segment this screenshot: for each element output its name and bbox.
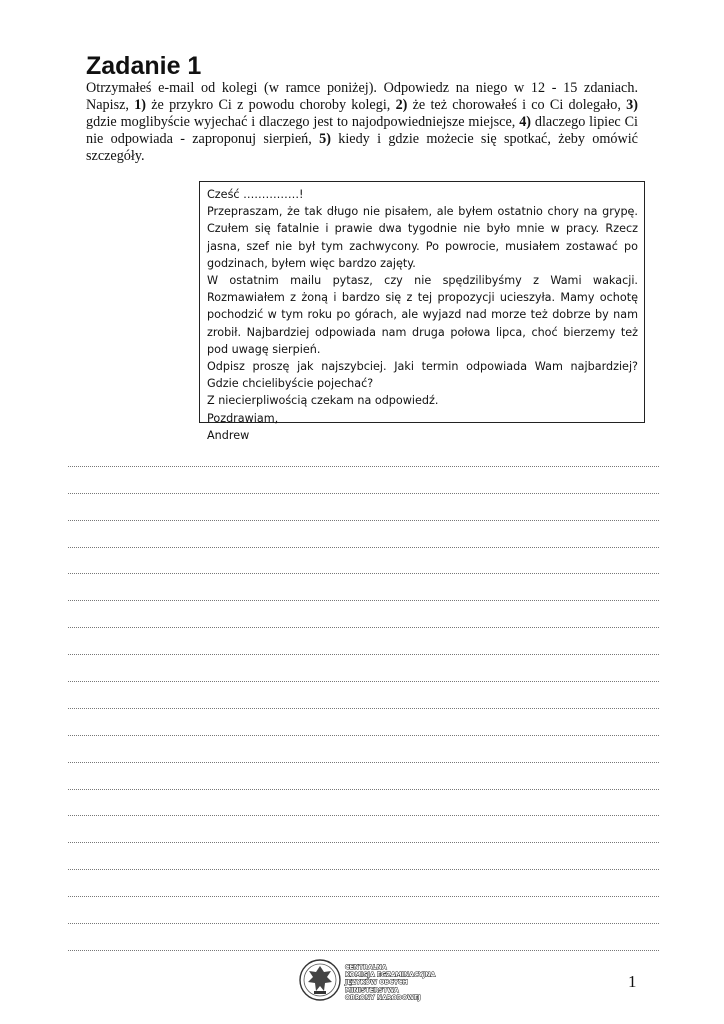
point-2-text: że też chorowałeś i co Ci dolegało, — [407, 97, 627, 113]
answer-writing-area[interactable] — [68, 440, 659, 951]
footer-logo — [298, 958, 436, 1004]
answer-line[interactable] — [68, 548, 659, 575]
answer-line[interactable] — [68, 763, 659, 790]
answer-line[interactable] — [68, 440, 659, 467]
answer-line[interactable] — [68, 494, 659, 521]
instruction-intro: Otrzymałeś e-mail od kolegi (w ramce poniżej). Odpowiedz na niego w 12 - 15 zdaniach. Napisz, — [86, 80, 638, 113]
email-signature: Andrew — [207, 428, 250, 442]
logo-text-line: OBRONY NARODOWEJ — [345, 994, 421, 1002]
task-title: Zadanie 1 — [86, 52, 202, 80]
cke-eagle-logo-icon — [298, 958, 436, 1004]
answer-line[interactable] — [68, 870, 659, 897]
answer-line[interactable] — [68, 736, 659, 763]
email-paragraph: Z niecierpliwością czekam na odpowiedź. — [207, 394, 439, 408]
answer-line[interactable] — [68, 574, 659, 601]
point-2-number: 2) — [395, 97, 408, 113]
answer-line[interactable] — [68, 790, 659, 817]
answer-line[interactable] — [68, 521, 659, 548]
answer-line[interactable] — [68, 682, 659, 709]
answer-line[interactable] — [68, 601, 659, 628]
email-paragraph: Przepraszam, że tak długo nie pisałem, ale byłem ostatnio chory na grypę. Czułem się fatalnie i prawie dwa tygodnie nie było mnie w pracy. Rzecz jasna, szef nie był tym zachwycony. Po powrocie, musiałem zostawać po godzinach, byłem więc bardzo zajęty. — [207, 205, 638, 270]
point-4-number: 4) — [519, 114, 532, 130]
point-5-text: kiedy i gdzie możecie się spotkać, żeby omówić szczegóły. — [86, 131, 638, 164]
answer-line[interactable] — [68, 924, 659, 951]
point-5-number: 5) — [319, 131, 331, 147]
answer-line[interactable] — [68, 843, 659, 870]
email-paragraph: W ostatnim mailu pytasz, czy nie spędzilibyśmy z Wami wakacji. Rozmawiałem z żoną i bardzo się z tej propozycji ucieszyła. Mamy ochotę pochodzić w tym roku po górach, ale wyjazd nad morze też dobrze by nam zrobił. Najbardziej odpowiada nam druga połowa lipca, choć bierzemy też pod uwagę sierpień. — [207, 274, 638, 356]
point-3-text: gdzie moglibyście wyjechać i dlaczego jest to najodpowiedniejsze miejsce, — [86, 114, 520, 130]
answer-line[interactable] — [68, 897, 659, 924]
email-box — [199, 181, 645, 442]
answer-line[interactable] — [68, 628, 659, 655]
answer-line[interactable] — [68, 816, 659, 843]
task-instruction — [86, 80, 638, 165]
point-1-number: 1) — [134, 97, 147, 113]
logo-text-line: KOMISJA EGZAMINACYJNA — [345, 971, 436, 979]
logo-text-line: MINISTERSTWA — [345, 986, 399, 994]
logo-text-line: JĘZYKÓW OBCYCH — [345, 979, 408, 987]
point-4-text: dlaczego lipiec Ci nie odpowiada - zaproponuj sierpień, — [86, 114, 638, 147]
email-paragraph: Odpisz proszę jak najszybciej. Jaki termin odpowiada Wam najbardziej? Gdzie chcielibyście pojechać? — [207, 360, 638, 391]
logo-text-line: CENTRALNA — [345, 964, 387, 971]
point-3-number: 3) — [626, 97, 638, 113]
page-number: 1 — [628, 972, 637, 991]
answer-line[interactable] — [68, 655, 659, 682]
point-1-text: że przykro Ci z powodu choroby kolegi, — [146, 97, 396, 113]
email-greeting: Cześć ……………! — [207, 188, 304, 201]
email-closing: Pozdrawiam, — [207, 411, 279, 425]
answer-line[interactable] — [68, 467, 659, 494]
answer-line[interactable] — [68, 709, 659, 736]
